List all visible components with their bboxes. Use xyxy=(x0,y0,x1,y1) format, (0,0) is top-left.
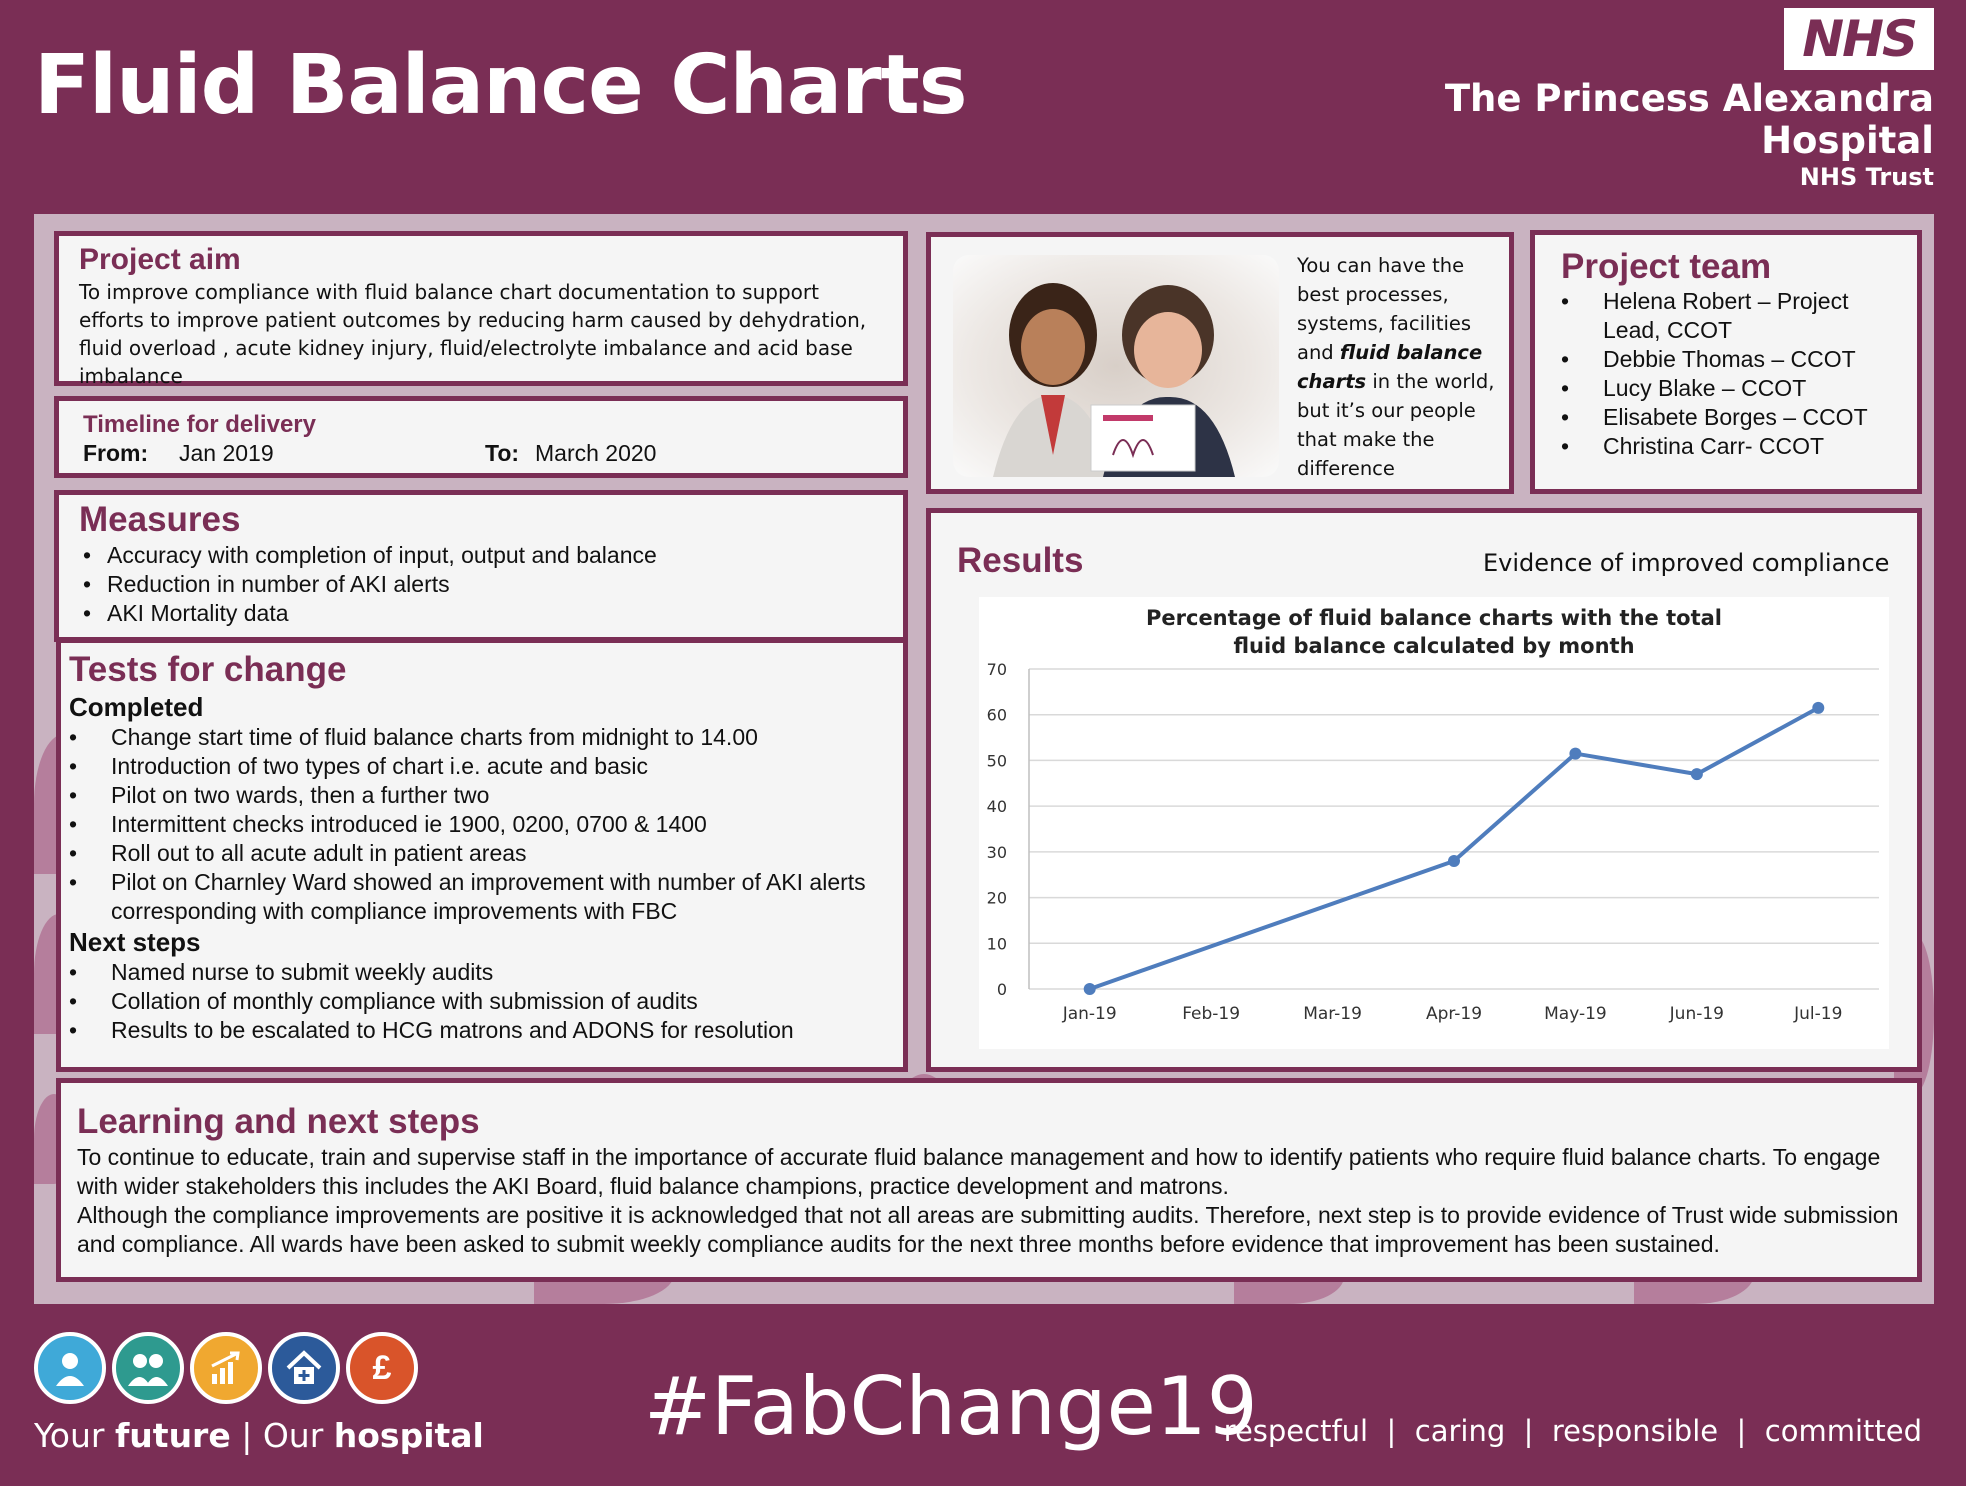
quote-emphasis: fluid balance charts xyxy=(1297,341,1483,393)
trust-name-line3: NHS Trust xyxy=(1799,163,1934,191)
team-member: • Lucy Blake – CCOT xyxy=(1561,374,1891,403)
next-step-item: • Collation of monthly compliance with submission of audits xyxy=(69,987,895,1016)
completed-item: • Change start time of fluid balance charts from midnight to 14.00 xyxy=(69,723,895,752)
learning-heading: Learning and next steps xyxy=(77,1102,480,1141)
chart-area xyxy=(979,597,1889,1049)
x-tick-label: Jan-19 xyxy=(1062,1004,1117,1024)
data-point xyxy=(1812,702,1824,714)
to-label: To: xyxy=(485,440,520,466)
quote-text xyxy=(1297,251,1497,483)
project-team-heading: Project team xyxy=(1561,247,1772,286)
next-step-item: • Results to be escalated to HCG matrons and ADONS for resolution xyxy=(69,1016,895,1045)
y-tick-label: 40 xyxy=(986,797,1007,817)
x-tick-label: Jul-19 xyxy=(1794,1004,1843,1024)
staff-photo-illustration xyxy=(953,255,1279,477)
completed-item: • Roll out to all acute adult in patient areas xyxy=(69,839,895,868)
learning-paragraph-2: Although the compliance improvements are positive it is acknowledged that not all areas are submitting audits. Therefore, next step is to provide evidence of Trust wide submission and compliance. All wards have been asked to submit weekly compliance audits for the next three months before evidence that improvement has been sustained. xyxy=(77,1202,1899,1257)
y-tick-label: 10 xyxy=(986,934,1007,954)
trust-name-line1: The Princess Alexandra xyxy=(1444,77,1934,120)
data-point xyxy=(1691,768,1703,780)
tagline-part: hospital xyxy=(333,1416,484,1455)
page-title: Fluid Balance Charts xyxy=(34,38,967,133)
staff-photo xyxy=(953,255,1279,477)
completed-list xyxy=(69,723,895,926)
project-aim-heading: Project aim xyxy=(79,243,241,276)
y-tick-label: 70 xyxy=(986,660,1007,679)
nhs-logo: NHS xyxy=(1784,8,1934,70)
measures-panel xyxy=(54,490,908,642)
nhs-trust-branding xyxy=(1445,8,1934,192)
tagline-part: Your xyxy=(34,1416,115,1455)
series-line xyxy=(1090,708,1819,989)
results-heading: Results xyxy=(957,541,1084,580)
pound-icon xyxy=(346,1332,418,1404)
x-tick-label: Apr-19 xyxy=(1425,1004,1483,1024)
footer-branding xyxy=(34,1332,484,1455)
trust-name-line2: Hospital xyxy=(1761,119,1934,162)
completed-item: • Intermittent checks introduced ie 1900, 0200, 0700 & 1400 xyxy=(69,810,895,839)
chart-title-line1: Percentage of fluid balance charts with the total xyxy=(1146,606,1722,630)
compliance-line-chart xyxy=(979,597,1889,1049)
data-point xyxy=(1569,748,1581,760)
completed-heading: Completed xyxy=(69,692,204,722)
x-tick-label: Feb-19 xyxy=(1182,1004,1241,1024)
measure-item: • Accuracy with completion of input, output and balance xyxy=(79,541,883,570)
pound-glyph: £ xyxy=(372,1348,392,1387)
next-steps-list xyxy=(69,958,895,1045)
tagline-part: future xyxy=(114,1416,231,1455)
results-note: Evidence of improved compliance xyxy=(1483,549,1890,577)
y-tick-label: 0 xyxy=(996,980,1007,999)
measures-list xyxy=(79,541,883,628)
tagline-part: | Our xyxy=(230,1416,334,1455)
completed-item: • Pilot on two wards, then a further two xyxy=(69,781,895,810)
patient-icon xyxy=(34,1332,106,1404)
learning-paragraph-1: To continue to educate, train and supervise staff in the importance of accurate fluid balance management and how to identify patients who require fluid balance charts. To engage with wider stakeholders this includes the AKI Board, fluid balance champions, practice development and matrons. xyxy=(77,1144,1881,1199)
timeline-heading: Timeline for delivery xyxy=(83,411,316,438)
y-tick-label: 60 xyxy=(986,705,1007,725)
growth-chart-icon xyxy=(190,1332,262,1404)
project-team-panel xyxy=(1530,230,1922,494)
from-value: Jan 2019 xyxy=(179,440,274,466)
to-value: March 2020 xyxy=(535,440,657,466)
quote-part2: in the world, but it’s our people that make the difference xyxy=(1297,370,1495,480)
measure-item: • AKI Mortality data xyxy=(79,599,883,628)
completed-item: • Pilot on Charnley Ward showed an improvement with number of AKI alerts corresponding with compliance improvements with FBC xyxy=(69,868,895,926)
quote-panel xyxy=(926,232,1514,494)
data-point xyxy=(1448,855,1460,867)
measure-item: • Reduction in number of AKI alerts xyxy=(79,570,883,599)
tests-heading: Tests for change xyxy=(69,650,347,689)
people-icon xyxy=(112,1332,184,1404)
measures-heading: Measures xyxy=(79,500,241,539)
completed-item: • Introduction of two types of chart i.e. acute and basic xyxy=(69,752,895,781)
tests-for-change-panel xyxy=(56,638,908,1072)
trust-values: respectful | caring | responsible | committed xyxy=(1223,1414,1922,1448)
project-aim-panel xyxy=(54,231,908,386)
hospital-home-icon xyxy=(268,1332,340,1404)
y-tick-label: 20 xyxy=(986,888,1007,908)
data-point xyxy=(1084,983,1096,995)
results-panel xyxy=(926,508,1922,1072)
y-tick-label: 50 xyxy=(986,751,1007,771)
project-team-list xyxy=(1561,287,1891,461)
team-member: • Elisabete Borges – CCOT xyxy=(1561,403,1891,432)
next-steps-heading: Next steps xyxy=(69,927,201,957)
from-label: From: xyxy=(83,440,149,466)
quote-part1: You can have the best processes, systems, facilities and xyxy=(1297,254,1472,364)
team-member: • Debbie Thomas – CCOT xyxy=(1561,345,1891,374)
team-member: • Christina Carr- CCOT xyxy=(1561,432,1891,461)
project-aim-text: To improve compliance with fluid balance chart documentation to support efforts to improve patient outcomes by reducing harm caused by dehydration, fluid overload , acute kidney injury, fluid/electrolyte imbalance and acid base imbalance xyxy=(79,280,867,388)
hashtag: #FabChange19 xyxy=(644,1360,1258,1453)
timeline-panel xyxy=(54,396,908,478)
x-tick-label: May-19 xyxy=(1544,1004,1607,1024)
y-tick-label: 30 xyxy=(986,842,1007,862)
chart-title-line2: fluid balance calculated by month xyxy=(1233,634,1635,658)
tagline xyxy=(34,1416,484,1455)
learning-panel xyxy=(56,1078,1922,1282)
next-step-item: • Named nurse to submit weekly audits xyxy=(69,958,895,987)
x-tick-label: Mar-19 xyxy=(1303,1004,1362,1024)
x-tick-label: Jun-19 xyxy=(1669,1004,1725,1024)
team-member: • Helena Robert – Project Lead, CCOT xyxy=(1561,287,1891,345)
